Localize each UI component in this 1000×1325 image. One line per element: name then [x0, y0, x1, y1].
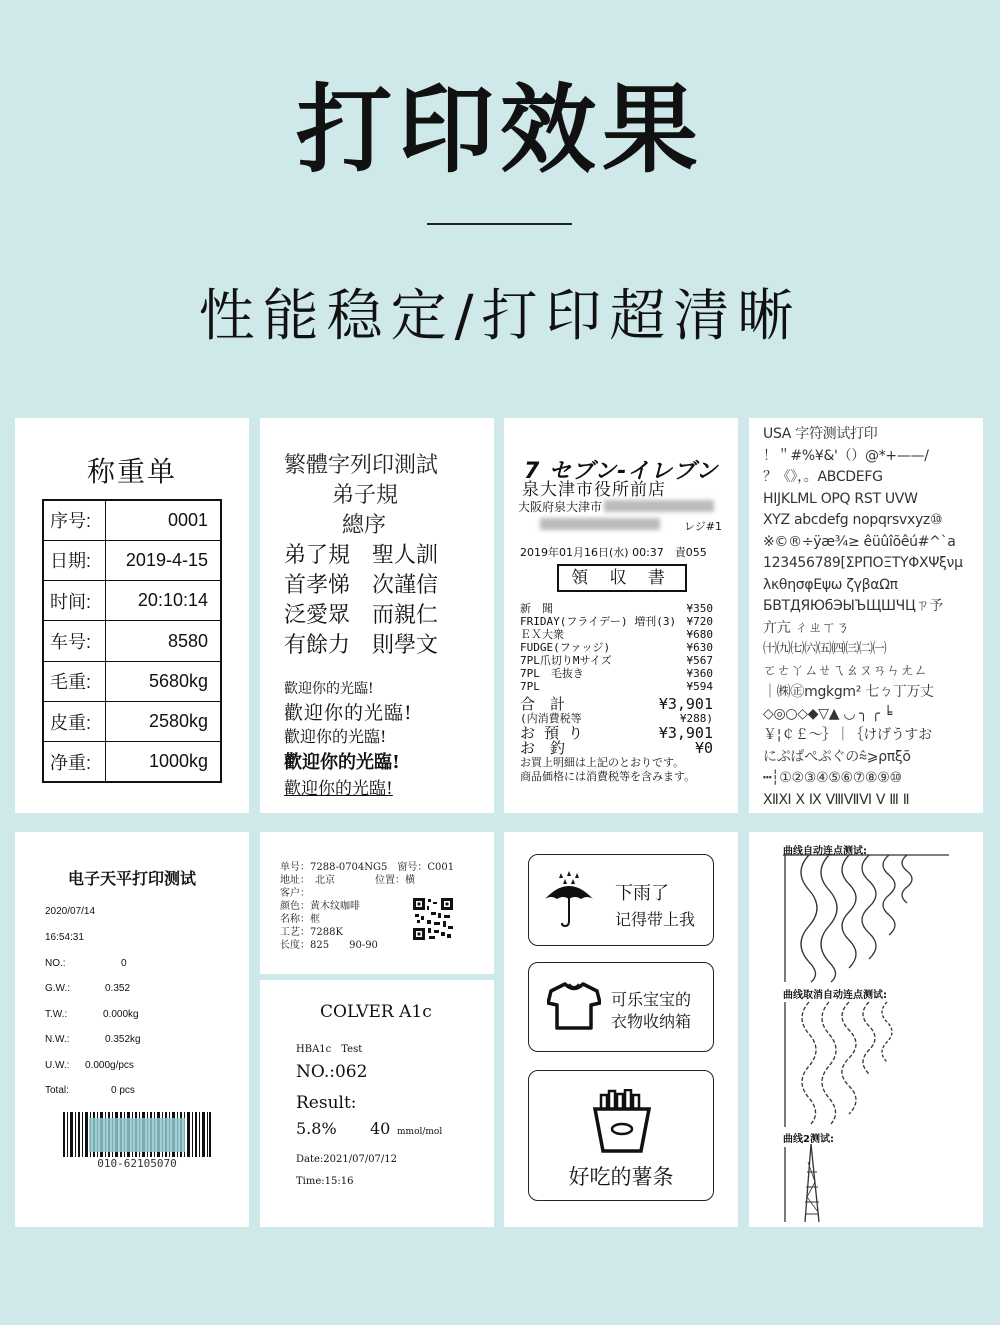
charset-line: ！＂#%¥&'（）@*+——/ — [763, 447, 929, 464]
item-price: ¥360 — [686, 667, 713, 680]
change-label: お 釣 — [520, 739, 566, 757]
welcome-line: 歡迎你的光臨! — [284, 681, 374, 697]
scale-value: 0.000kg — [103, 1009, 139, 1020]
umbrella-icon — [541, 871, 597, 931]
welcome-line: 歡迎你的光臨! — [284, 752, 400, 773]
store-name: 泉大津市役所前店 — [522, 480, 666, 500]
colver-percent: 5.8% — [296, 1119, 337, 1138]
total-value: ¥3,901 — [658, 695, 713, 713]
charset-line: ㄛㄜㄚㄙㄝㄟㄠㄡㄢㄣㄤㄥ — [763, 662, 928, 679]
traditional-heading: 繁體字列印測試 — [284, 453, 439, 478]
traditional-line: 總序 — [342, 513, 387, 538]
barcode-number: 010-62105070 — [97, 1157, 177, 1170]
welcome-line: 歡迎你的光臨! — [284, 727, 387, 746]
title-divider — [427, 223, 572, 225]
row-key: 毛重: — [43, 661, 105, 701]
register-number: レジ#1 — [684, 520, 722, 533]
order-line: 名称：框 — [280, 914, 320, 925]
tax-value: ¥288) — [679, 712, 713, 725]
page-subtitle: 性能稳定/打印超清晰 — [198, 284, 802, 349]
item-name: 7PL爪切りMサイズ — [520, 654, 612, 667]
row-key: 日期: — [43, 540, 105, 580]
row-value: 5680kg — [105, 661, 221, 701]
item-name: FUDGE(ファッジ) — [520, 641, 611, 654]
row-key: 序号: — [43, 500, 105, 540]
rain-text-1: 下雨了 — [615, 883, 669, 904]
row-value: 20:10:14 — [105, 581, 221, 621]
scale-value: 0 pcs — [111, 1085, 135, 1096]
table-row — [43, 581, 221, 621]
colver-no: NO.:062 — [296, 1062, 368, 1082]
curve-title-1: 曲线自动连点测试: — [783, 846, 867, 857]
charset-line: ？《》，。ABCDEFG — [763, 469, 883, 485]
fries-icon — [593, 1089, 651, 1153]
store-address: 大阪府泉大津市 — [518, 500, 603, 514]
row-value: 2019-4-15 — [105, 540, 221, 580]
charset-line: USA 字符测试打印 — [763, 426, 878, 442]
page-title: 打印效果 — [296, 74, 704, 186]
row-key: 皮重: — [43, 701, 105, 741]
tshirt-icon — [547, 981, 601, 1031]
colver-result: Result: — [296, 1093, 357, 1113]
charset-line: БВТДЯЮбЭЫЪЩШЧЦㄗ予 — [763, 598, 943, 614]
item-price: ¥630 — [686, 641, 713, 654]
row-value: 0001 — [105, 500, 221, 540]
labels-card — [504, 832, 738, 1227]
blurred-phone — [540, 518, 660, 530]
row-value: 2580kg — [105, 701, 221, 741]
receipt-card — [504, 418, 738, 813]
charset-line: にぷぱぺぷぐの⩯⩾ρπξõ — [763, 748, 911, 765]
item-price: ¥594 — [686, 680, 713, 693]
qr-code-icon — [413, 898, 453, 940]
clothes-text-2: 衣物收纳箱 — [611, 1012, 692, 1031]
order-line: 客户： — [280, 888, 310, 899]
charset-line: 亣亢 ㄔㄓㄒㄋ — [763, 619, 850, 636]
colver-time: Time:15:16 — [296, 1176, 354, 1187]
scale-value: 0.000g/pcs — [85, 1060, 134, 1071]
scale-value: 0 — [121, 958, 127, 969]
scale-value: 0.352kg — [105, 1034, 141, 1045]
scale-key: Total: — [45, 1085, 69, 1096]
welcome-line: 歡迎你的光臨! — [284, 702, 413, 724]
curve-title-2: 曲线取消自动连点测试: — [783, 990, 887, 1001]
scale-time: 16:54:31 — [45, 932, 84, 943]
scale-key: G.W.: — [45, 983, 70, 994]
total-label: 合 計 — [520, 695, 566, 713]
change-value: ¥0 — [694, 739, 713, 757]
curve-drawings — [749, 832, 983, 1227]
poem-line: 弟了規 聖人訓 — [284, 543, 439, 568]
charset-line: ㈩㈨㈦㈥㈤㈣㈢㈡㈠ — [763, 641, 887, 657]
charset-line: ◇◎○◇◆▽▲ ◡ ╮ ╭ ╘ — [763, 705, 893, 722]
colver-card — [260, 980, 494, 1227]
barcode-icon — [63, 1112, 211, 1157]
table-row — [43, 661, 221, 701]
colver-unit: mmol/mol — [397, 1127, 443, 1137]
charset-line: ┅┆①②③④⑤⑥⑦⑧⑨⑩ — [763, 770, 902, 786]
poem-line: 泛愛眾 而親仁 — [284, 603, 439, 628]
colver-title: COLVER A1c — [320, 1002, 432, 1022]
blurred-text — [604, 500, 714, 512]
row-value: 1000kg — [105, 742, 221, 782]
poem-line: 有餘力 則學文 — [284, 633, 439, 658]
welcome-line: 歡迎你的光臨! — [284, 779, 393, 799]
charset-line: ※©®÷ÿæ¾≥ êüûîõêú#^`a — [763, 533, 956, 550]
curve-title-3: 曲线2测试: — [783, 1134, 834, 1145]
scale-key: T.W.: — [45, 1009, 68, 1020]
poem-line: 首孝悌 次謹信 — [284, 573, 439, 598]
item-price: ¥680 — [686, 628, 713, 641]
table-row — [43, 500, 221, 540]
store-logo: 7 セブン-イレブン — [524, 459, 719, 484]
fries-label — [528, 1070, 714, 1201]
order-line: 单号：7288-0704NG5 窗号：C001 — [280, 862, 455, 873]
item-name: ＥＸ大衆 — [520, 628, 564, 641]
curves-card — [749, 832, 983, 1227]
receipt-footer: 商品価格には消費税等を含みます。 — [520, 770, 696, 783]
scale-key: N.W.: — [45, 1034, 70, 1045]
order-line: 地址： 北京 位置：横 — [280, 875, 415, 886]
clothes-label — [528, 962, 714, 1052]
order-line: 颜色：黄木纹咖啡 — [280, 901, 360, 912]
table-row — [43, 540, 221, 580]
charset-line: ⅫⅪ Ⅹ Ⅸ ⅧⅦⅥ Ⅴ Ⅲ Ⅱ — [763, 791, 910, 808]
order-line: 长度：825 90-90 — [280, 940, 378, 951]
item-price: ¥720 — [686, 615, 713, 628]
item-name: 7PL — [520, 680, 540, 693]
colver-date: Date:2021/07/07/12 — [296, 1154, 398, 1165]
charset-line: λκθησφΕψω ζγβαΩπ — [763, 576, 898, 593]
paid-label: お 預 り — [520, 724, 584, 742]
order-line: 工艺：7288K — [280, 927, 343, 938]
paid-value: ¥3,901 — [658, 724, 713, 742]
scale-key: NO.: — [45, 958, 66, 969]
scale-value: 0.352 — [105, 983, 131, 994]
weigh-table — [42, 499, 222, 783]
scale-date: 2020/07/14 — [45, 906, 96, 917]
colver-value: 40 — [370, 1119, 391, 1138]
receipt-heading: 領 収 書 — [557, 564, 687, 592]
charset-line: HIJKLML OPQ RST UVW — [763, 490, 918, 507]
traditional-chinese-card — [260, 418, 494, 813]
scale-key: U.W.: — [45, 1060, 70, 1071]
scale-title: 电子天平打印测试 — [67, 869, 196, 888]
item-name: FRIDAY(フライデー) 増刊(3) — [520, 615, 677, 628]
table-row — [43, 742, 221, 782]
tax-label: (内消費税等 — [520, 712, 582, 725]
receipt-footer: お買上明細は上記のとおりです。 — [520, 756, 685, 769]
order-card — [260, 832, 494, 974]
row-key: 时间: — [43, 581, 105, 621]
item-name: 7PL 毛抜き — [520, 667, 584, 680]
weigh-ticket-card — [15, 418, 249, 813]
table-row — [43, 621, 221, 661]
scale-card — [15, 832, 249, 1227]
table-row — [43, 701, 221, 741]
charset-card — [749, 418, 983, 813]
charset-line: 123456789[ΣΡΠΟΞΤΥΦΧΨξνμ — [763, 555, 963, 571]
rain-label — [528, 854, 714, 946]
row-value: 8580 — [105, 621, 221, 661]
receipt-date: 2019年01月16日(水) 00:37 責055 — [520, 546, 707, 559]
item-name: 新 聞 — [520, 602, 553, 615]
row-key: 净重: — [43, 742, 105, 782]
fries-text: 好吃的薯条 — [568, 1165, 674, 1189]
traditional-line: 弟子規 — [332, 483, 399, 508]
charset-line: ￥¦￠￡～｝｜｛けげうすお — [763, 727, 932, 743]
colver-test: HBA1c Test — [296, 1044, 363, 1055]
row-key: 车号: — [43, 621, 105, 661]
weigh-ticket-title: 称重单 — [86, 455, 177, 488]
charset-line: XYZ abcdefg nopqrsvxyz⑩ — [763, 512, 943, 528]
charset-line: ｜㈱㊣mgkgm² 七ㄅ丁万丈 — [763, 684, 934, 700]
item-price: ¥350 — [686, 602, 713, 615]
item-price: ¥567 — [686, 654, 713, 667]
clothes-text-1: 可乐宝宝的 — [611, 990, 692, 1009]
rain-text-2: 记得带上我 — [615, 910, 696, 929]
